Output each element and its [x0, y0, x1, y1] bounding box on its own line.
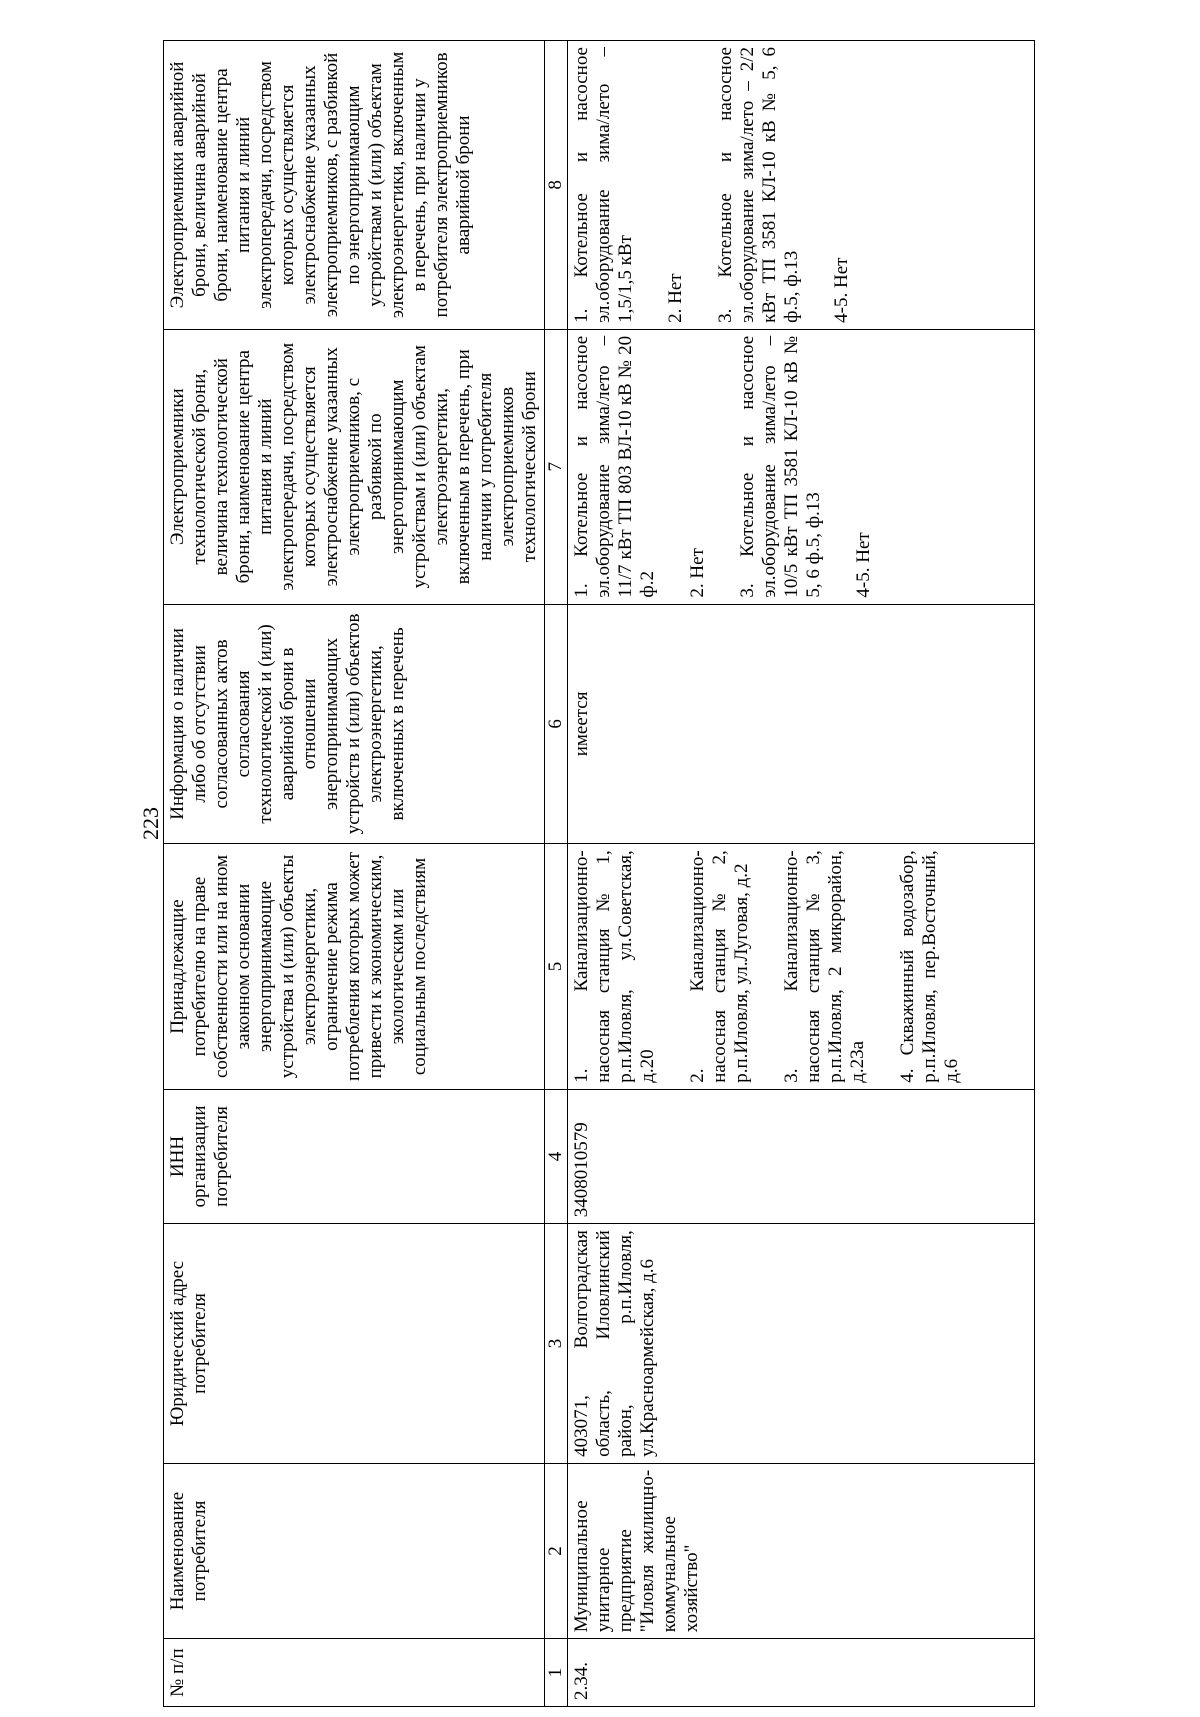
col-number: 8 [545, 41, 568, 330]
emergency-reserve-item: 3. Котельное и насосное эл.оборудование зима/лето – 2/2 кВт ТП 3581 КЛ-10 кВ № 5, 6 ф.5, ф.13 [715, 47, 802, 323]
tech-reserve-item: 3. Котельное и насосное эл.оборудование зима/лето – 10/5 кВт ТП 3581 КЛ-10 кВ № 5, 6 ф.5, ф.13 [737, 335, 824, 598]
object-item: 3. Канализационно-насосная станция № 3, р.п.Иловля, 2 микрорайон, д.23а [781, 850, 868, 1083]
header-inn: ИНН организации потребителя [164, 1089, 545, 1223]
header-num: № п/п [164, 1639, 545, 1707]
col-number: 1 [545, 1639, 568, 1707]
table-row [568, 41, 1035, 1707]
emergency-reserve-item: 1. Котельное и насосное эл.оборудование зима/лето – 1,5/1,5 кВт [571, 47, 636, 323]
tech-reserve-item: 4-5. Нет [853, 532, 874, 598]
object-item: 4. Скважинный водозабор, р.п.Иловля, пер.Восточный, д.6 [897, 850, 962, 1083]
object-item: 1. Канализационно-насосная станция № 1, р.п.Иловля, ул.Советская, д.20 [571, 850, 658, 1083]
acts-status: имеется [568, 604, 1035, 844]
col-number: 6 [545, 604, 568, 844]
consumer-name: Муниципальное унитарное предприятие "Иловля жилищно-коммунальное хозяйство" [568, 1463, 1035, 1638]
emergency-reserve-item: 2. Нет [665, 273, 686, 323]
header-name: Наименование потребителя [164, 1463, 545, 1638]
consumer-inn: 3408010579 [568, 1089, 1035, 1223]
col-number: 2 [545, 1463, 568, 1638]
object-item: 2. Канализационно-насосная станция № 2, р.п.Иловля, ул.Луговая, д.2 [687, 850, 752, 1083]
rotated-table-container [163, 40, 1033, 1707]
col-number: 3 [545, 1224, 568, 1464]
tech-reserve-cell [568, 329, 1035, 604]
header-address: Юридический адрес потребителя [164, 1224, 545, 1464]
column-number-row [545, 41, 568, 1707]
tech-reserve-item: 2. Нет [687, 548, 708, 598]
emergency-reserve-item: 4-5. Нет [831, 257, 852, 323]
row-number: 2.34. [568, 1639, 1035, 1707]
col-number: 7 [545, 329, 568, 604]
consumer-objects [568, 844, 1035, 1090]
col-number: 5 [545, 844, 568, 1090]
col-number: 4 [545, 1089, 568, 1223]
header-acts: Информация о наличии либо об отсутствии согласованных актов согласования технологической и (или) аварийной брони в отношении энергопринимающих устройств и (или) объектов электроэнергетики, включенных в перечень [164, 604, 545, 844]
page-number: 223 [138, 807, 163, 840]
tech-reserve-item: 1. Котельное и насосное эл.оборудование зима/лето – 11/7 кВт ТП 803 ВЛ-10 кВ № 20 ф.2 [571, 335, 658, 598]
header-row [164, 41, 545, 1707]
consumer-table [163, 40, 1035, 1707]
header-tech-reserve: Электроприемники технологической брони, величина технологической брони, наименование центра питания и линий электропередачи, посредством которых осуществляется электроснабжение указанных электроприемников, с разбивкой по энергопринимающим устройствам и (или) объектам электроэнергетики, включенным в перечень, при наличии у потребителя электроприемников технологической брони [164, 329, 545, 604]
header-emergency-reserve: Электроприемники аварийной брони, величина аварийной брони, наименование центра питания и линий электропередачи, посредством которых осуществляется электроснабжение указанных электроприемников, с разбивкой по энергопринимающим устройствам и (или) объектам электроэнергетики, включенным в перечень, при наличии у потребителя электроприемников аварийной брони [164, 41, 545, 330]
header-objects: Принадлежащие потребителю на праве собственности или на ином законном основании энергопринимающие устройства и (или) объекты электроэнергетики, ограничение режима потребления которых может привести к экономическим, экологическим или социальным последствиям [164, 844, 545, 1090]
consumer-address: 403071, Волгоградская область, Иловлинский район, р.п.Иловля, ул.Красноармейская, д.6 [568, 1224, 1035, 1464]
emergency-reserve-cell [568, 41, 1035, 330]
